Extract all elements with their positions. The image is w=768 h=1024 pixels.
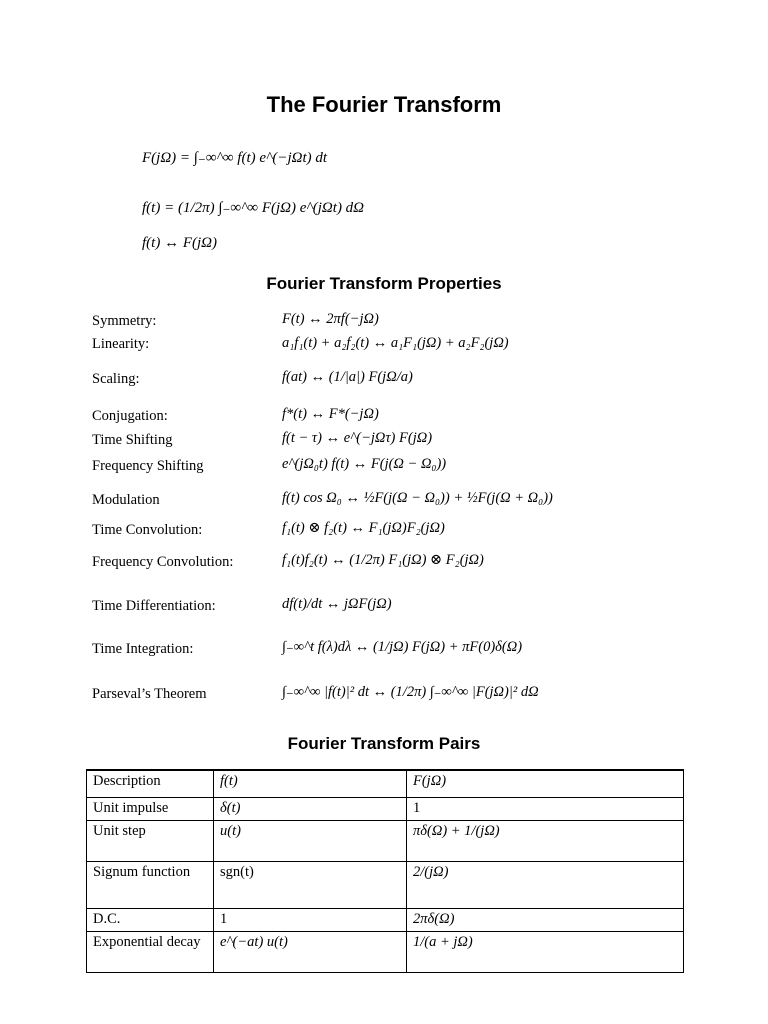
table-header-cell: f(t) (214, 770, 407, 798)
transform-pair-formula: f(t) ↔ F(jΩ) (142, 235, 217, 251)
inverse-transform-formula: f(t) = (1/2π) ∫₋∞^∞ F(jΩ) e^(jΩt) dΩ (142, 200, 365, 216)
property-name: Frequency Convolution: (92, 554, 234, 570)
property-name: Conjugation: (92, 408, 168, 424)
table-cell: 1 (214, 909, 407, 932)
table-cell: Exponential decay (87, 932, 214, 973)
property-name: Scaling: (92, 371, 140, 387)
property-formula: ∫₋∞^∞ |f(t)|² dt ↔ (1/2π) ∫₋∞^∞ |F(jΩ)|² dΩ (282, 684, 539, 700)
table-cell: Unit step (87, 821, 214, 862)
property-name: Time Differentiation: (92, 598, 216, 614)
property-formula: a₁f₁(t) + a₂f₂(t) ↔ a₁F₁(jΩ) + a₂F₂(jΩ) (282, 335, 509, 351)
property-name: Time Convolution: (92, 522, 203, 538)
property-name: Time Integration: (92, 641, 194, 657)
table-cell: Signum function (87, 862, 214, 909)
table-cell: 1 (407, 798, 684, 821)
property-formula: ∫₋∞^t f(λ)dλ ↔ (1/jΩ) F(jΩ) + πF(0)δ(Ω) (282, 639, 523, 655)
properties-heading: Fourier Transform Properties (266, 274, 502, 293)
property-formula: f(t − τ) ↔ e^(−jΩτ) F(jΩ) (282, 430, 433, 446)
property-name: Frequency Shifting (92, 458, 204, 474)
table-cell: Unit impulse (87, 798, 214, 821)
property-name: Symmetry: (92, 313, 157, 329)
property-formula: e^(jΩ₀t) f(t) ↔ F(j(Ω − Ω₀)) (282, 456, 447, 472)
property-name: Modulation (92, 492, 160, 508)
table-header-cell: F(jΩ) (407, 770, 684, 798)
table-cell: e^(−at) u(t) (214, 932, 407, 973)
property-formula: f₁(t) ⊗ f₂(t) ↔ F₁(jΩ)F₂(jΩ) (282, 520, 445, 536)
property-formula: F(t) ↔ 2πf(−jΩ) (282, 311, 379, 327)
table-cell: δ(t) (214, 798, 407, 821)
property-formula: f₁(t)f₂(t) ↔ (1/2π) F₁(jΩ) ⊗ F₂(jΩ) (282, 552, 484, 568)
property-formula: f*(t) ↔ F*(−jΩ) (282, 406, 379, 422)
table-header-cell: Description (87, 770, 214, 798)
table-cell: 2/(jΩ) (407, 862, 684, 909)
table-cell: u(t) (214, 821, 407, 862)
property-name: Linearity: (92, 336, 150, 352)
table-cell: πδ(Ω) + 1/(jΩ) (407, 821, 684, 862)
pairs-heading: Fourier Transform Pairs (287, 734, 481, 753)
property-name: Parseval’s Theorem (92, 686, 207, 702)
table-cell: D.C. (87, 909, 214, 932)
transform-pairs-table (86, 769, 684, 973)
page-title: The Fourier Transform (266, 92, 502, 117)
table-row (87, 862, 684, 909)
table-row (87, 798, 684, 821)
table-cell: 2πδ(Ω) (407, 909, 684, 932)
table-cell: 1/(a + jΩ) (407, 932, 684, 973)
property-name: Time Shifting (92, 432, 173, 448)
forward-transform-formula: F(jΩ) = ∫₋∞^∞ f(t) e^(−jΩt) dt (142, 150, 328, 166)
table-cell: sgn(t) (214, 862, 407, 909)
table-row (87, 932, 684, 973)
table-row (87, 821, 684, 862)
table-header-row (87, 770, 684, 798)
property-formula: f(t) cos Ω₀ ↔ ½F(j(Ω − Ω₀)) + ½F(j(Ω + Ω₀)) (282, 490, 553, 506)
table-row (87, 909, 684, 932)
property-formula: df(t)/dt ↔ jΩF(jΩ) (282, 596, 392, 612)
property-formula: f(at) ↔ (1/|a|) F(jΩ/a) (282, 369, 413, 385)
